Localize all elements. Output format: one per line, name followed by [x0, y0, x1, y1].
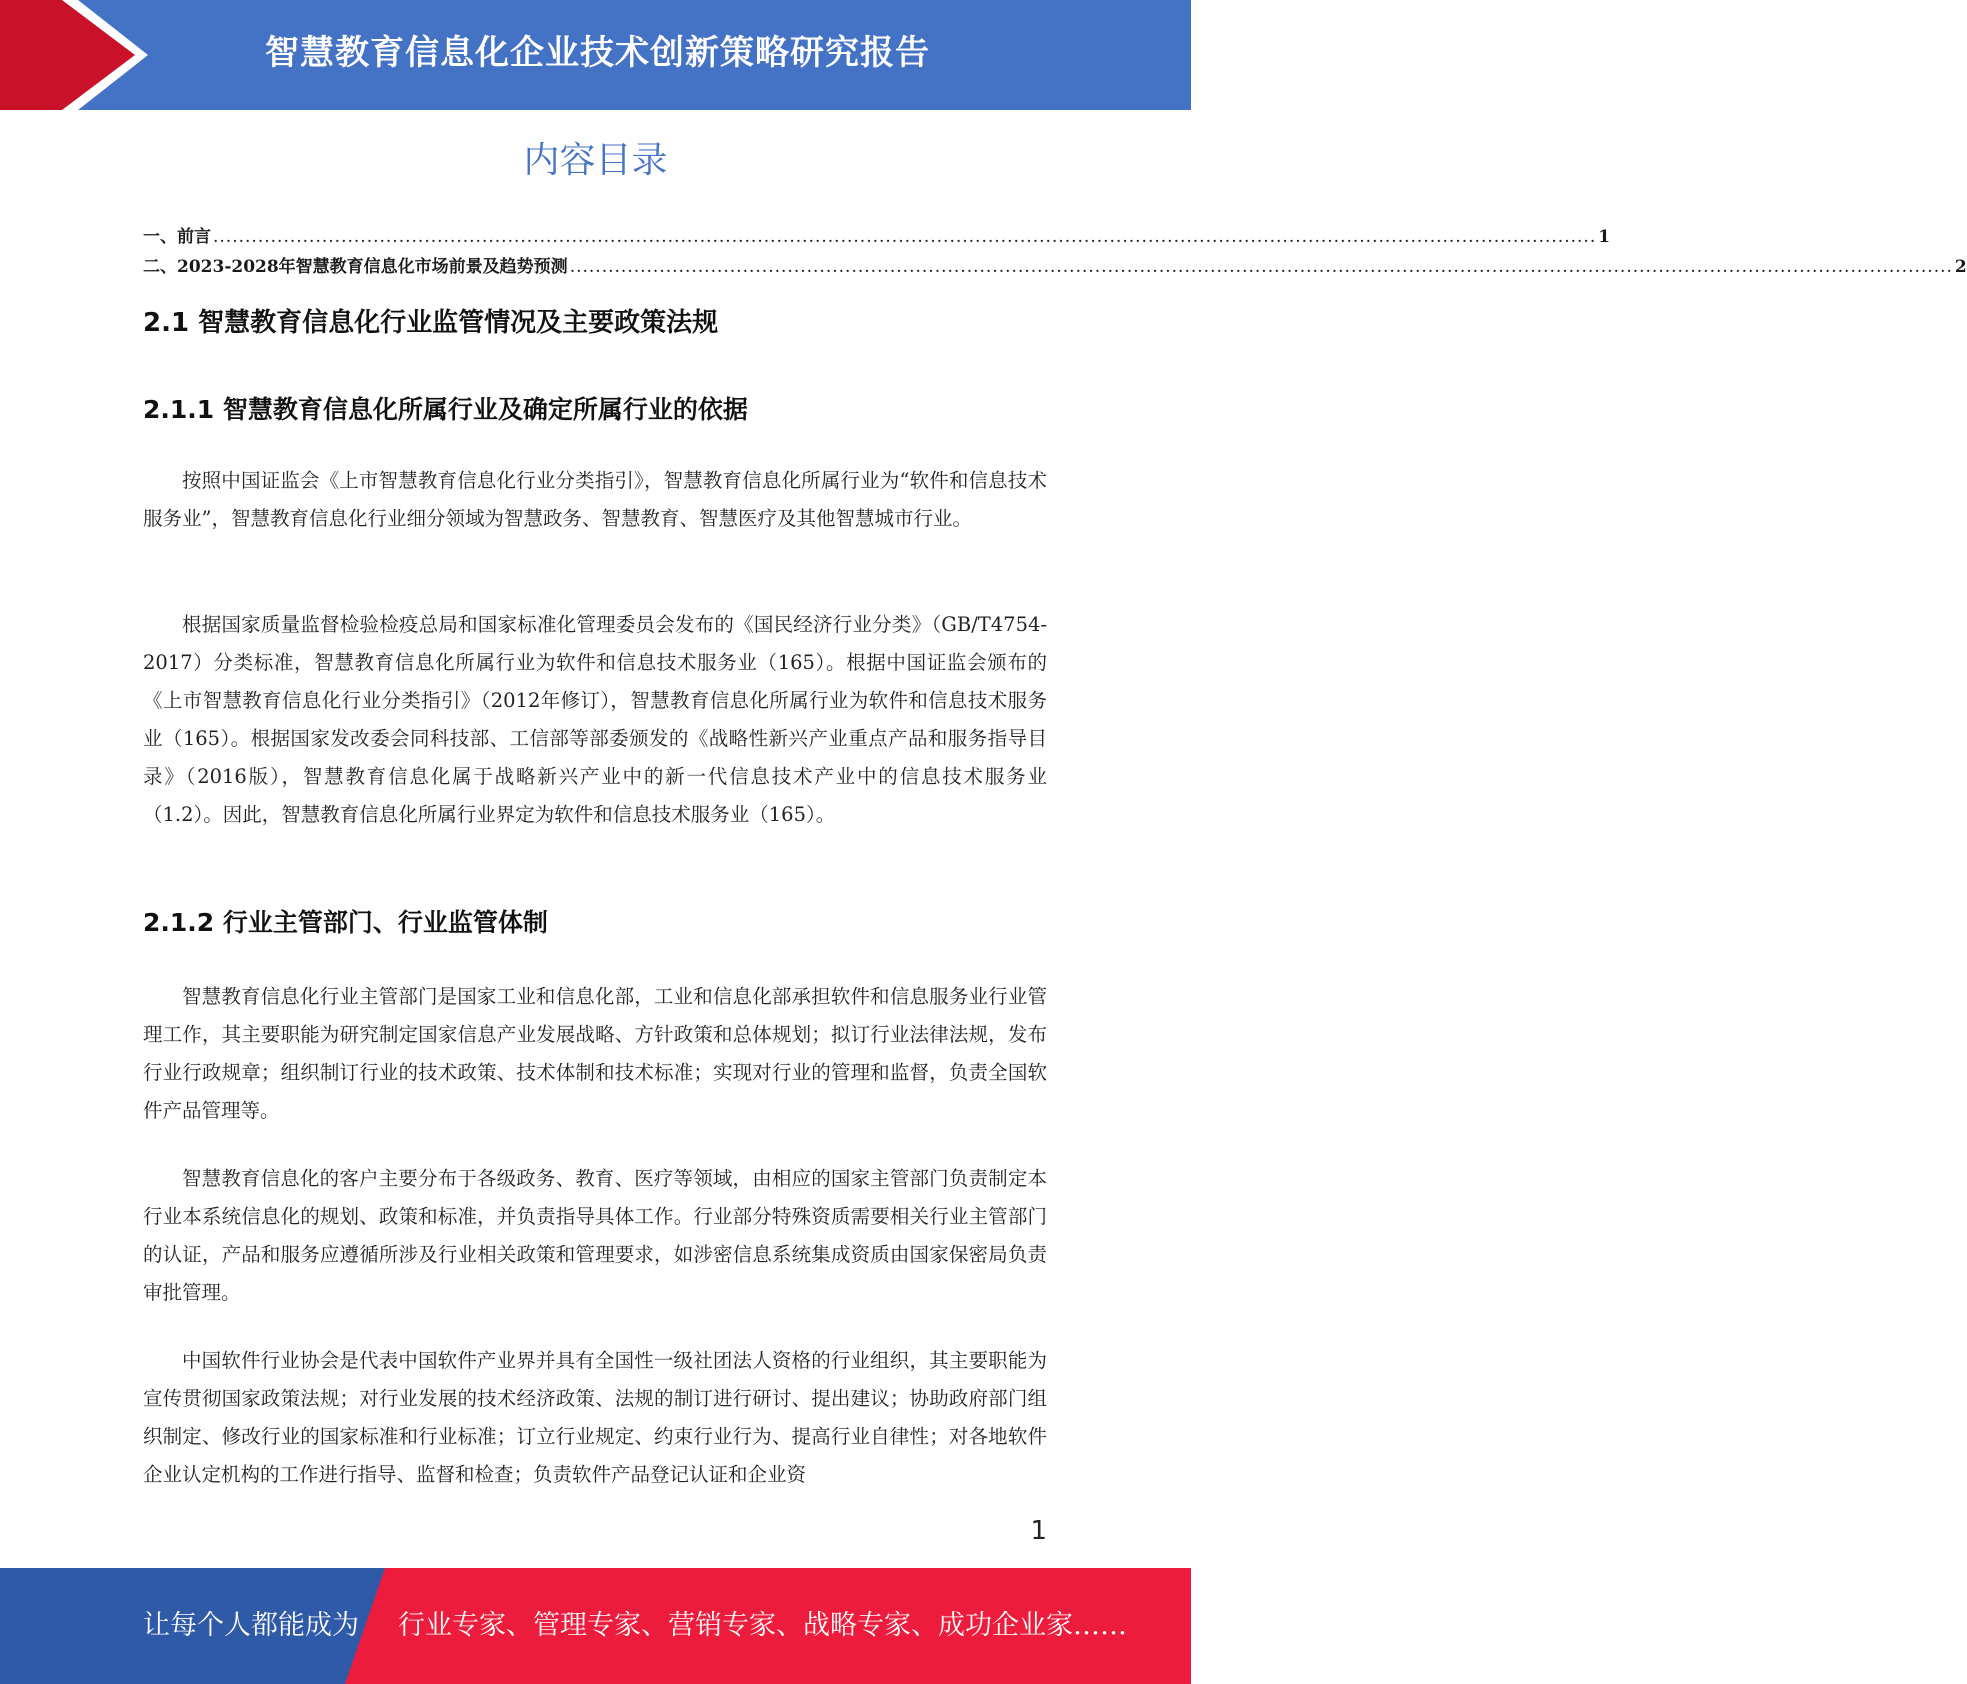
toc-dot-leader: ........................................................................................................................................................................................................................	[569, 257, 1953, 277]
header-banner	[0, 0, 1191, 110]
footer-slogan-right: 行业专家、管理专家、营销专家、战略专家、成功企业家……	[398, 1610, 1127, 1641]
toc-entry-page: 1	[1598, 227, 1611, 247]
table-of-contents	[143, 222, 1967, 282]
footer-banner	[0, 1568, 1191, 1684]
header-red-arrow	[0, 0, 148, 110]
paragraph: 智慧教育信息化行业主管部门是国家工业和信息化部，工业和信息化部承担软件和信息服务业行业管理工作，其主要职能为研究制定国家信息产业发展战略、方针政策和总体规划；拟订行业法律法规，发布行业行政规章；组织制订行业的技术政策、技术体制和技术标准；实现对行业的管理和监督，负责全国软件产品管理等。	[143, 985, 1047, 1122]
paragraph: 中国软件行业协会是代表中国软件产业界并具有全国性一级社团法人资格的行业组织，其主要职能为宣传贯彻国家政策法规；对行业发展的技术经济政策、法规的制订进行研讨、提出建议；协助政府部门组织制定、修改行业的国家标准和行业标准；订立行业规定、约束行业行为、提高行业自律性；对各地软件企业认定机构的工作进行指导、监督和检查；负责软件产品登记认证和企业资	[143, 1349, 1047, 1486]
toc-entry-page: 2	[1954, 257, 1967, 277]
paragraph: 智慧教育信息化的客户主要分布于各级政务、教育、医疗等领域，由相应的国家主管部门负责制定本行业本系统信息化的规划、政策和标准，并负责指导具体工作。行业部分特殊资质需要相关行业主管部门的认证，产品和服务应遵循所涉及行业相关政策和管理要求，如涉密信息系统集成资质由国家保密局负责审批管理。	[143, 1167, 1047, 1304]
toc-entry-preface[interactable]	[143, 222, 1611, 252]
paragraph: 按照中国证监会《上市智慧教育信息化行业分类指引》，智慧教育信息化所属行业为“软件和信息技术服务业”，智慧教育信息化行业细分领域为智慧政务、智慧教育、智慧医疗及其他智慧城市行业。	[143, 469, 1047, 530]
toc-entry-text: 一、前言	[143, 227, 211, 247]
section-heading-2-1: 2.1 智慧教育信息化行业监管情况及主要政策法规	[143, 308, 719, 338]
report-title: 智慧教育信息化企业技术创新策略研究报告	[265, 33, 930, 73]
toc-entry-forecast[interactable]	[143, 252, 1967, 282]
footer-slogan-left: 让每个人都能成为	[143, 1610, 359, 1641]
toc-heading: 内容目录	[523, 140, 668, 181]
section-heading-2-1-2: 2.1.2 行业主管部门、行业监管体制	[143, 908, 548, 937]
toc-dot-leader: ........................................................................................................................................................................................................................	[213, 227, 1597, 247]
toc-entry-text: 二、2023-2028年智慧教育信息化市场前景及趋势预测	[143, 257, 568, 277]
paragraph: 根据国家质量监督检验检疫总局和国家标准化管理委员会发布的《国民经济行业分类》（GB/T4754-2017）分类标准，智慧教育信息化所属行业为软件和信息技术服务业（165）。根据中国证监会颁布的《上市智慧教育信息化行业分类指引》（2012年修订），智慧教育信息化所属行业为软件和信息技术服务业（165）。根据国家发改委会同科技部、工信部等部委颁发的《战略性新兴产业重点产品和服务指导目录》（2016版），智慧教育信息化属于战略新兴产业中的新一代信息技术产业中的信息技术服务业（1.2）。因此，智慧教育信息化所属行业界定为软件和信息技术服务业（165）。	[143, 613, 1047, 826]
section-heading-2-1-1: 2.1.1 智慧教育信息化所属行业及确定所属行业的依据	[143, 395, 748, 424]
page-number: 1	[1030, 1516, 1047, 1546]
